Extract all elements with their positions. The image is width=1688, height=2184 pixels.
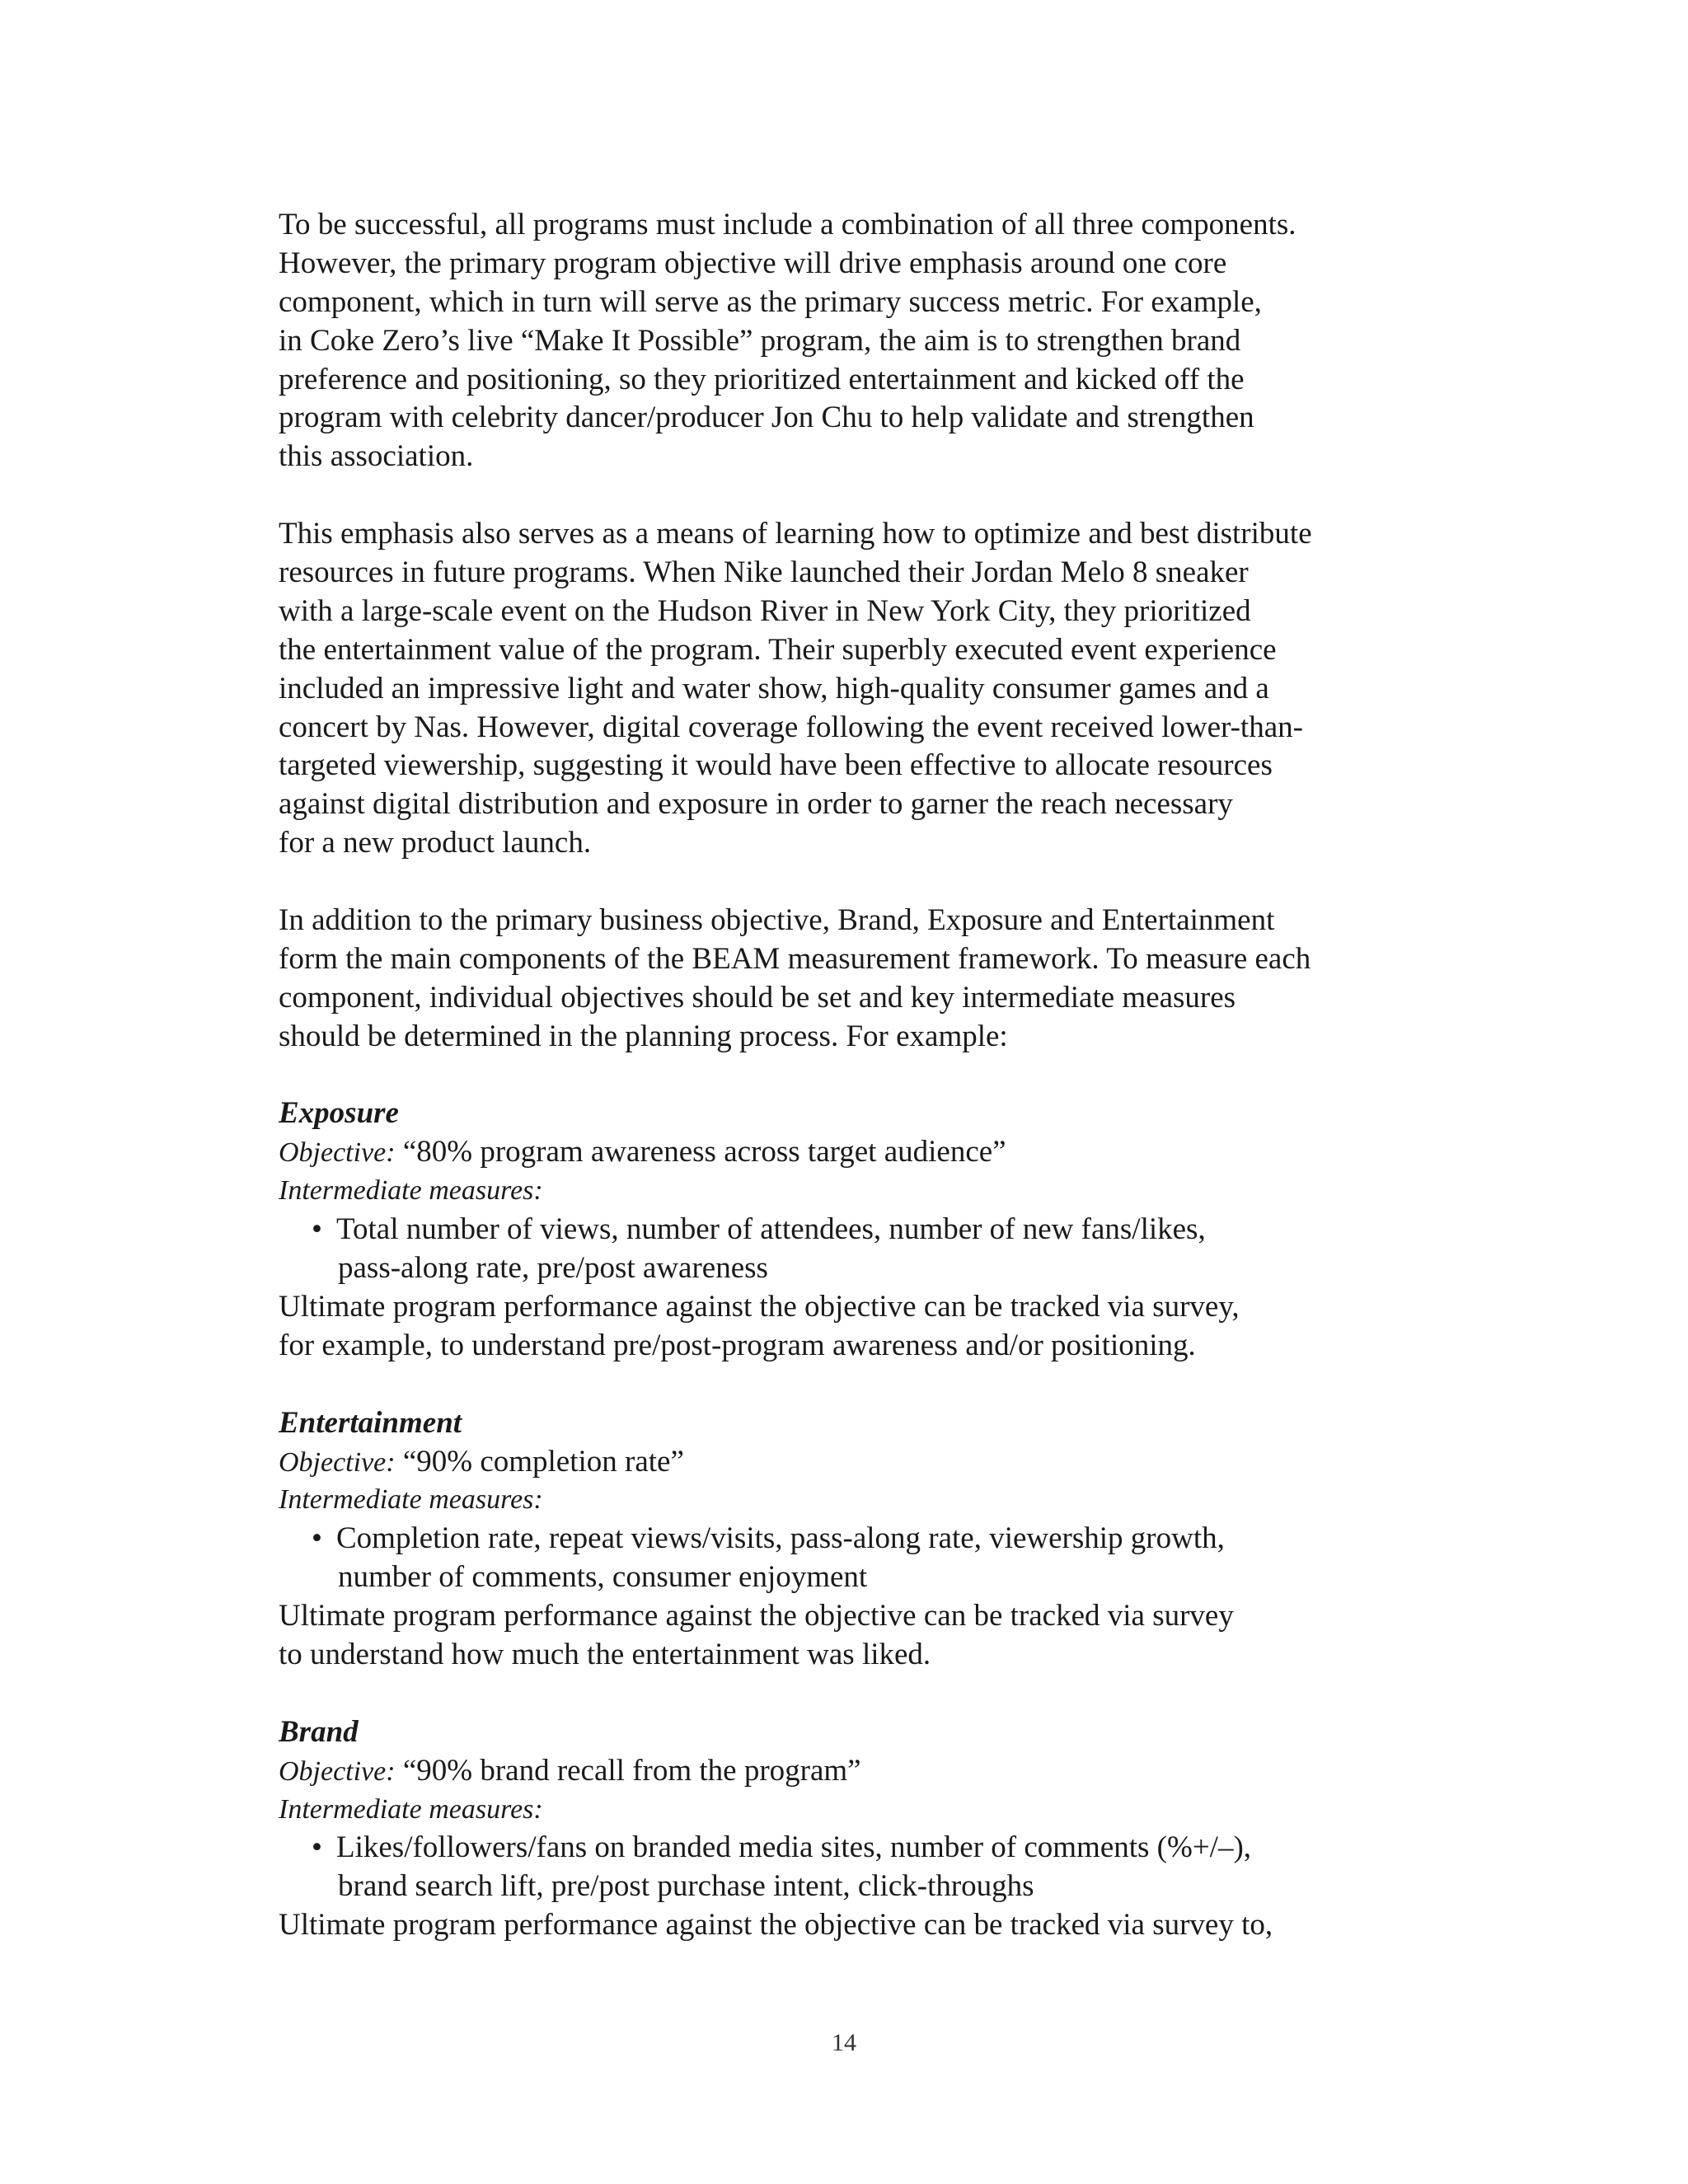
paragraph-emphasis-learning	[279, 515, 1375, 863]
bullet-item	[279, 1829, 1375, 1868]
bullet-text: Completion rate, repeat views/visits, pass-along rate, viewership growth,	[336, 1521, 1225, 1556]
bullet-continuation: number of comments, consumer enjoyment	[338, 1560, 868, 1595]
section-heading: Entertainment	[279, 1405, 462, 1440]
bullet-text: Total number of views, number of attendees, number of new fans/likes,	[336, 1212, 1206, 1247]
objective-label: Objective:	[279, 1137, 396, 1169]
paragraph-line: against digital distribution and exposure in order to garner the reach necessary	[279, 787, 1233, 822]
objective-label: Objective:	[279, 1446, 396, 1478]
paragraph-line: the entertainment value of the program. Their superbly executed event experience	[279, 632, 1277, 667]
objective-line	[279, 1752, 1375, 1791]
bullet-item	[279, 1211, 1375, 1249]
measures-label: Intermediate measures:	[279, 1793, 543, 1825]
paragraph-line: with a large-scale event on the Hudson River in New York City, they prioritized	[279, 593, 1251, 628]
bullet-icon: •	[312, 1521, 322, 1556]
bullet-item	[279, 1520, 1375, 1558]
closing-line: Ultimate program performance against the objective can be tracked via survey to,	[279, 1908, 1273, 1943]
paragraph-line: in Coke Zero’s live “Make It Possible” program, the aim is to strengthen brand	[279, 323, 1241, 358]
objective-text: “90% brand recall from the program”	[395, 1753, 861, 1788]
paragraph-line: This emphasis also serves as a means of learning how to optimize and best distribute	[279, 517, 1312, 551]
objective-line	[279, 1133, 1375, 1172]
section-heading: Brand	[279, 1714, 359, 1749]
paragraph-line: program with celebrity dancer/producer Jon Chu to help validate and strengthen	[279, 401, 1254, 435]
measures-label: Intermediate measures:	[279, 1484, 543, 1516]
paragraph-line: concert by Nas. However, digital coverage following the event received lower-than-	[279, 710, 1303, 744]
paragraph-line: this association.	[279, 439, 474, 474]
paragraph-line: form the main components of the BEAM measurement framework. To measure each	[279, 941, 1311, 976]
objective-line	[279, 1443, 1375, 1482]
bullet-continuation: pass-along rate, pre/post awareness	[338, 1251, 768, 1286]
paragraph-line: targeted viewership, suggesting it would have been effective to allocate resources	[279, 748, 1273, 783]
bullet-icon: •	[312, 1830, 322, 1865]
objective-label: Objective:	[279, 1755, 396, 1787]
section-heading: Exposure	[279, 1096, 399, 1131]
paragraph-line: for a new product launch.	[279, 826, 592, 860]
closing-line: for example, to understand pre/post-program awareness and/or positioning.	[279, 1328, 1196, 1362]
paragraph-line: should be determined in the planning process. For example:	[279, 1019, 1008, 1053]
paragraph-program-components	[279, 206, 1375, 476]
section-brand	[279, 1713, 1375, 1945]
paragraph-line: preference and positioning, so they prioritized entertainment and kicked off the	[279, 362, 1245, 396]
section-entertainment	[279, 1404, 1375, 1675]
closing-line: to understand how much the entertainment was liked.	[279, 1637, 931, 1671]
page-number: 14	[832, 2029, 856, 2056]
closing-line: Ultimate program performance against the objective can be tracked via survey,	[279, 1289, 1240, 1324]
paragraph-line: However, the primary program objective will drive emphasis around one core	[279, 246, 1227, 280]
closing-line: Ultimate program performance against the objective can be tracked via survey	[279, 1599, 1234, 1633]
body-content	[279, 206, 1375, 1984]
section-exposure	[279, 1094, 1375, 1365]
objective-text: “90% completion rate”	[395, 1444, 684, 1479]
paragraph-beam-framework	[279, 902, 1375, 1057]
paragraph-line: resources in future programs. When Nike launched their Jordan Melo 8 sneaker	[279, 555, 1249, 590]
paragraph-line: component, which in turn will serve as the primary success metric. For example,	[279, 284, 1262, 319]
measures-label: Intermediate measures:	[279, 1175, 543, 1207]
bullet-continuation: brand search lift, pre/post purchase intent, click-throughs	[338, 1869, 1034, 1904]
bullet-icon: •	[312, 1212, 322, 1247]
paragraph-line: included an impressive light and water show, high-quality consumer games and a	[279, 671, 1269, 705]
bullet-text: Likes/followers/fans on branded media sites, number of comments (%+/–),	[336, 1830, 1252, 1865]
paragraph-line: component, individual objectives should be set and key intermediate measures	[279, 980, 1236, 1015]
paragraph-line: To be successful, all programs must include a combination of all three components.	[279, 208, 1296, 241]
paragraph-line: In addition to the primary business objective, Brand, Exposure and Entertainment	[279, 903, 1275, 938]
objective-text: “80% program awareness across target audience”	[395, 1135, 1006, 1169]
